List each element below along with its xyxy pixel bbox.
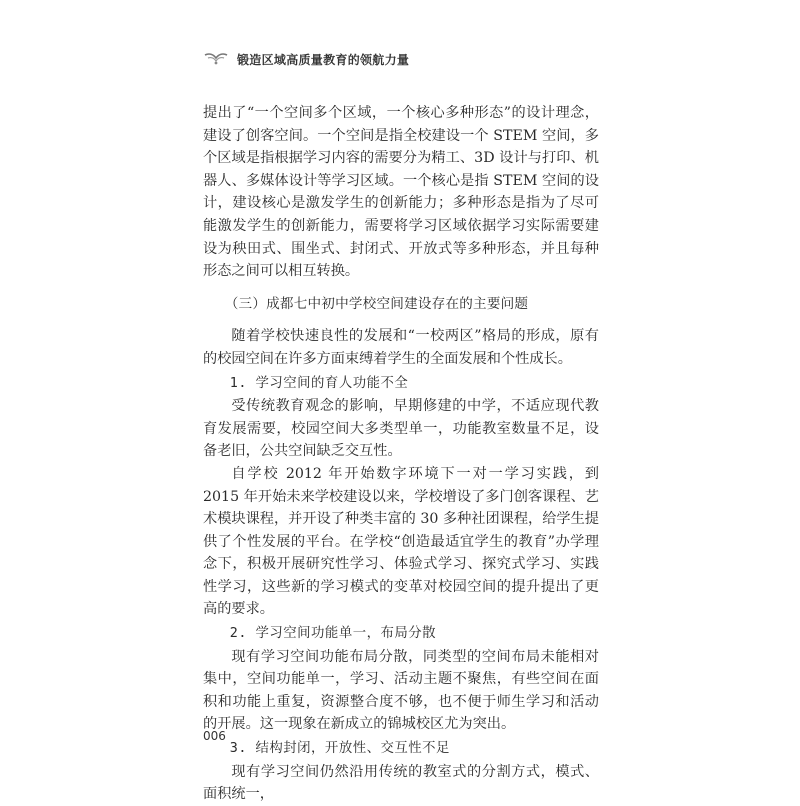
paragraph: 现有学习空间仍然沿用传统的教室式的分割方式，模式、面积统一， [203,763,599,803]
paragraph: 自学校 2012 年开始数字环境下一对一学习实践，到 2015 年开始未来学校建设以来，学校增设了多门创客课程、艺术模块课程，并开设了种类丰富的 30 多种社团课程，给学生提供了个性发展的平台。在学校“创造最适宜学生的教育”办学理念下，积极开展研究性学习、体验式学习、探究式学习、实践性学习，这些新的学习模式的变革对校园空间的提升提出了更高的要求。 [203,465,599,618]
sub-heading: 3. 结构封闭，开放性、交互性不足 [229,741,450,757]
sub-heading: 1. 学习空间的育人功能不全 [229,375,409,391]
paragraph: 现有学习空间功能布局分散，同类型的空间布局未能相对集中，空间功能单一，学习、活动主题不聚焦，有些空间在面积和功能上重复，资源整合度不够，也不便于师生学习和活动的开展。这一现象在新成立的锦城校区尤为突出。 [203,648,599,733]
body-text [203,102,599,806]
paragraph: 随着学校快速良性的发展和“一校两区”格局的形成，原有的校园空间在许多方面束缚着学生的全面发展和个性成长。 [203,328,599,367]
sub-heading: 2. 学习空间功能单一，布局分散 [229,626,437,642]
paragraph: 提出了“一个空间多个区域，一个核心多种形态”的设计理念，建设了创客空间。一个空间是指全校建设一个 STEM 空间，多个区域是指根据学习内容的需要分为精工、3D 设计与打印、机器人、多媒体设计等学习区域。一个核心是指 STEM 空间的设计，建设核心是激发学生的创新能力；多种形态是指为了尽可能激发学生的创新能力，需要将学习区域依据学习实际需要建设为秧田式、围坐式、封闭式、开放式等多种形态，并且每种形态之间可以相互转换。 [203,105,599,280]
stylized-book-logo-icon [203,52,229,66]
running-header-title: 锻造区域高质量教育的领航力量 [237,52,410,67]
section-heading: （三）成都七中初中学校空间建设存在的主要问题 [224,295,529,312]
paragraph: 受传统教育观念的影响，早期修建的中学，不适应现代教育发展需要，校园空间大多类型单一，功能教室数量不足，设备老旧，公共空间缺乏交互性。 [203,398,599,460]
running-header [203,49,409,69]
page-number: 006 [203,729,226,743]
